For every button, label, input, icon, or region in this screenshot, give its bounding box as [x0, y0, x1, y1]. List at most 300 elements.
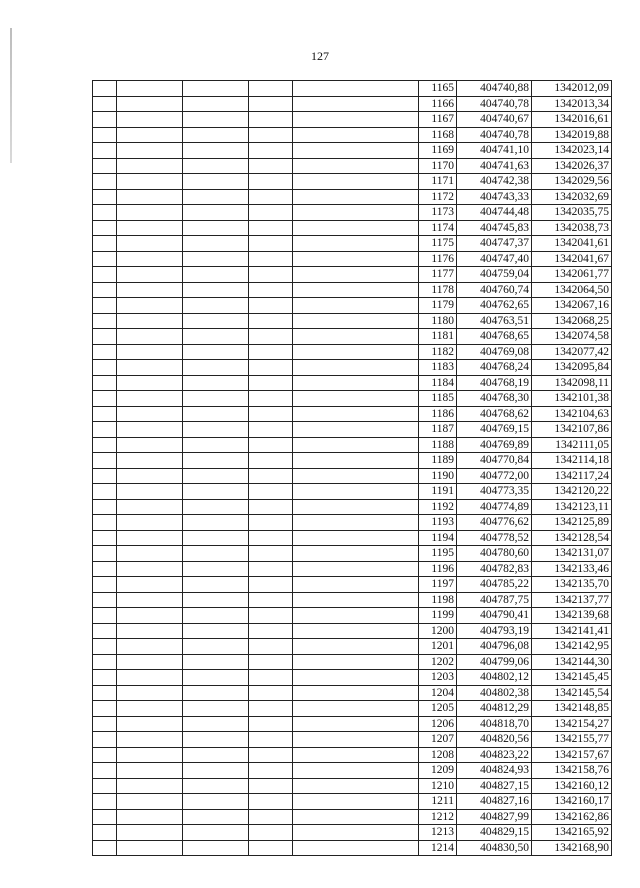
table-row [93, 422, 612, 438]
point-number-cell: 1204 [419, 685, 457, 701]
empty-cell [249, 298, 293, 314]
empty-cell [93, 794, 117, 810]
empty-cell [293, 267, 419, 283]
empty-cell [249, 453, 293, 469]
empty-cell [249, 840, 293, 856]
empty-cell [93, 747, 117, 763]
point-number-cell: 1165 [419, 81, 457, 97]
empty-cell [293, 329, 419, 345]
empty-cell [183, 654, 249, 670]
empty-cell [183, 344, 249, 360]
point-number-cell: 1180 [419, 313, 457, 329]
x-coordinate-cell: 404773,35 [457, 484, 532, 500]
empty-cell [93, 608, 117, 624]
table-row [93, 220, 612, 236]
empty-cell [93, 732, 117, 748]
table-row [93, 546, 612, 562]
x-coordinate-cell: 404812,29 [457, 701, 532, 717]
empty-cell [93, 298, 117, 314]
empty-cell [117, 530, 183, 546]
table-row [93, 313, 612, 329]
y-coordinate-cell: 1342016,61 [532, 112, 612, 128]
point-number-cell: 1167 [419, 112, 457, 128]
empty-cell [183, 840, 249, 856]
empty-cell [117, 701, 183, 717]
x-coordinate-cell: 404785,22 [457, 577, 532, 593]
x-coordinate-cell: 404760,74 [457, 282, 532, 298]
empty-cell [117, 623, 183, 639]
empty-cell [183, 422, 249, 438]
empty-cell [93, 592, 117, 608]
y-coordinate-cell: 1342160,12 [532, 778, 612, 794]
empty-cell [93, 251, 117, 267]
page-number: 127 [311, 49, 329, 63]
empty-cell [249, 732, 293, 748]
empty-cell [293, 344, 419, 360]
empty-cell [183, 437, 249, 453]
empty-cell [117, 608, 183, 624]
empty-cell [249, 96, 293, 112]
empty-cell [183, 546, 249, 562]
table-row [93, 592, 612, 608]
point-number-cell: 1174 [419, 220, 457, 236]
empty-cell [183, 716, 249, 732]
y-coordinate-cell: 1342101,38 [532, 391, 612, 407]
table-row [93, 174, 612, 190]
empty-cell [293, 205, 419, 221]
table-row [93, 143, 612, 159]
x-coordinate-cell: 404741,10 [457, 143, 532, 159]
y-coordinate-cell: 1342123,11 [532, 499, 612, 515]
empty-cell [249, 329, 293, 345]
empty-cell [117, 484, 183, 500]
point-number-cell: 1206 [419, 716, 457, 732]
empty-cell [293, 825, 419, 841]
empty-cell [183, 251, 249, 267]
empty-cell [93, 267, 117, 283]
empty-cell [183, 112, 249, 128]
y-coordinate-cell: 1342107,86 [532, 422, 612, 438]
table-row [93, 515, 612, 531]
table-row [93, 794, 612, 810]
point-number-cell: 1178 [419, 282, 457, 298]
empty-cell [117, 732, 183, 748]
empty-cell [183, 484, 249, 500]
empty-cell [93, 174, 117, 190]
empty-cell [183, 453, 249, 469]
y-coordinate-cell: 1342148,85 [532, 701, 612, 717]
table-row [93, 747, 612, 763]
empty-cell [293, 701, 419, 717]
empty-cell [117, 112, 183, 128]
empty-cell [293, 484, 419, 500]
x-coordinate-cell: 404768,65 [457, 329, 532, 345]
empty-cell [249, 825, 293, 841]
empty-cell [249, 809, 293, 825]
point-number-cell: 1168 [419, 127, 457, 143]
empty-cell [293, 282, 419, 298]
empty-cell [117, 794, 183, 810]
point-number-cell: 1212 [419, 809, 457, 825]
empty-cell [249, 391, 293, 407]
empty-cell [183, 267, 249, 283]
empty-cell [117, 360, 183, 376]
y-coordinate-cell: 1342144,30 [532, 654, 612, 670]
x-coordinate-cell: 404740,78 [457, 127, 532, 143]
empty-cell [249, 577, 293, 593]
empty-cell [249, 484, 293, 500]
empty-cell [249, 81, 293, 97]
y-coordinate-cell: 1342142,95 [532, 639, 612, 655]
empty-cell [183, 608, 249, 624]
empty-cell [293, 406, 419, 422]
x-coordinate-cell: 404747,37 [457, 236, 532, 252]
y-coordinate-cell: 1342141,41 [532, 623, 612, 639]
empty-cell [249, 716, 293, 732]
y-coordinate-cell: 1342026,37 [532, 158, 612, 174]
empty-cell [293, 809, 419, 825]
x-coordinate-cell: 404818,70 [457, 716, 532, 732]
empty-cell [117, 561, 183, 577]
y-coordinate-cell: 1342165,92 [532, 825, 612, 841]
empty-cell [249, 127, 293, 143]
empty-cell [183, 825, 249, 841]
empty-cell [293, 189, 419, 205]
table-row [93, 732, 612, 748]
table-row [93, 437, 612, 453]
empty-cell [93, 422, 117, 438]
x-coordinate-cell: 404780,60 [457, 546, 532, 562]
empty-cell [117, 220, 183, 236]
empty-cell [183, 205, 249, 221]
empty-cell [183, 174, 249, 190]
empty-cell [117, 825, 183, 841]
y-coordinate-cell: 1342145,45 [532, 670, 612, 686]
empty-cell [93, 81, 117, 97]
empty-cell [93, 530, 117, 546]
coordinates-table [92, 80, 612, 856]
empty-cell [93, 329, 117, 345]
y-coordinate-cell: 1342158,76 [532, 763, 612, 779]
empty-cell [117, 205, 183, 221]
empty-cell [293, 546, 419, 562]
empty-cell [293, 375, 419, 391]
empty-cell [93, 468, 117, 484]
empty-cell [249, 174, 293, 190]
empty-cell [293, 360, 419, 376]
point-number-cell: 1213 [419, 825, 457, 841]
point-number-cell: 1189 [419, 453, 457, 469]
empty-cell [93, 577, 117, 593]
point-number-cell: 1182 [419, 344, 457, 360]
point-number-cell: 1193 [419, 515, 457, 531]
y-coordinate-cell: 1342077,42 [532, 344, 612, 360]
empty-cell [117, 313, 183, 329]
x-coordinate-cell: 404747,40 [457, 251, 532, 267]
empty-cell [183, 391, 249, 407]
table-row [93, 282, 612, 298]
y-coordinate-cell: 1342135,70 [532, 577, 612, 593]
empty-cell [183, 468, 249, 484]
empty-cell [183, 189, 249, 205]
point-number-cell: 1175 [419, 236, 457, 252]
x-coordinate-cell: 404740,67 [457, 112, 532, 128]
empty-cell [249, 251, 293, 267]
empty-cell [117, 592, 183, 608]
point-number-cell: 1171 [419, 174, 457, 190]
point-number-cell: 1198 [419, 592, 457, 608]
empty-cell [293, 220, 419, 236]
empty-cell [293, 763, 419, 779]
empty-cell [117, 189, 183, 205]
table-row [93, 763, 612, 779]
x-coordinate-cell: 404770,84 [457, 453, 532, 469]
empty-cell [249, 685, 293, 701]
y-coordinate-cell: 1342019,88 [532, 127, 612, 143]
empty-cell [249, 654, 293, 670]
empty-cell [93, 639, 117, 655]
empty-cell [93, 561, 117, 577]
empty-cell [293, 298, 419, 314]
empty-cell [293, 158, 419, 174]
empty-cell [183, 81, 249, 97]
empty-cell [93, 360, 117, 376]
empty-cell [183, 809, 249, 825]
y-coordinate-cell: 1342128,54 [532, 530, 612, 546]
empty-cell [117, 251, 183, 267]
empty-cell [93, 205, 117, 221]
empty-cell [93, 670, 117, 686]
table-row [93, 205, 612, 221]
empty-cell [117, 143, 183, 159]
empty-cell [93, 375, 117, 391]
empty-cell [117, 96, 183, 112]
table-row [93, 530, 612, 546]
y-coordinate-cell: 1342131,07 [532, 546, 612, 562]
empty-cell [183, 499, 249, 515]
empty-cell [293, 530, 419, 546]
table-row [93, 453, 612, 469]
y-coordinate-cell: 1342035,75 [532, 205, 612, 221]
x-coordinate-cell: 404769,89 [457, 437, 532, 453]
empty-cell [93, 220, 117, 236]
empty-cell [117, 298, 183, 314]
empty-cell [93, 515, 117, 531]
point-number-cell: 1166 [419, 96, 457, 112]
empty-cell [249, 701, 293, 717]
empty-cell [183, 282, 249, 298]
empty-cell [93, 484, 117, 500]
table-row [93, 251, 612, 267]
empty-cell [117, 654, 183, 670]
empty-cell [249, 670, 293, 686]
y-coordinate-cell: 1342168,90 [532, 840, 612, 856]
point-number-cell: 1208 [419, 747, 457, 763]
empty-cell [293, 422, 419, 438]
point-number-cell: 1202 [419, 654, 457, 670]
empty-cell [93, 778, 117, 794]
empty-cell [249, 468, 293, 484]
empty-cell [293, 81, 419, 97]
empty-cell [93, 96, 117, 112]
y-coordinate-cell: 1342155,77 [532, 732, 612, 748]
x-coordinate-cell: 404745,83 [457, 220, 532, 236]
y-coordinate-cell: 1342120,22 [532, 484, 612, 500]
empty-cell [249, 763, 293, 779]
empty-cell [249, 623, 293, 639]
table-row [93, 329, 612, 345]
empty-cell [117, 809, 183, 825]
empty-cell [117, 422, 183, 438]
y-coordinate-cell: 1342137,77 [532, 592, 612, 608]
empty-cell [93, 112, 117, 128]
x-coordinate-cell: 404823,22 [457, 747, 532, 763]
y-coordinate-cell: 1342067,16 [532, 298, 612, 314]
x-coordinate-cell: 404827,99 [457, 809, 532, 825]
table-row [93, 716, 612, 732]
empty-cell [249, 592, 293, 608]
y-coordinate-cell: 1342012,09 [532, 81, 612, 97]
empty-cell [293, 561, 419, 577]
table-row [93, 484, 612, 500]
empty-cell [117, 546, 183, 562]
y-coordinate-cell: 1342160,17 [532, 794, 612, 810]
x-coordinate-cell: 404768,24 [457, 360, 532, 376]
point-number-cell: 1185 [419, 391, 457, 407]
empty-cell [93, 546, 117, 562]
table-row [93, 406, 612, 422]
empty-cell [183, 298, 249, 314]
empty-cell [93, 623, 117, 639]
table-row [93, 236, 612, 252]
empty-cell [249, 499, 293, 515]
coordinates-table-body [93, 81, 612, 856]
x-coordinate-cell: 404787,75 [457, 592, 532, 608]
y-coordinate-cell: 1342154,27 [532, 716, 612, 732]
empty-cell [117, 515, 183, 531]
empty-cell [183, 747, 249, 763]
x-coordinate-cell: 404776,62 [457, 515, 532, 531]
empty-cell [249, 236, 293, 252]
empty-cell [117, 716, 183, 732]
empty-cell [183, 158, 249, 174]
x-coordinate-cell: 404829,15 [457, 825, 532, 841]
empty-cell [293, 515, 419, 531]
empty-cell [93, 701, 117, 717]
empty-cell [249, 189, 293, 205]
empty-cell [249, 375, 293, 391]
empty-cell [93, 654, 117, 670]
table-row [93, 96, 612, 112]
x-coordinate-cell: 404774,89 [457, 499, 532, 515]
empty-cell [293, 251, 419, 267]
x-coordinate-cell: 404790,41 [457, 608, 532, 624]
empty-cell [117, 406, 183, 422]
point-number-cell: 1183 [419, 360, 457, 376]
table-row [93, 701, 612, 717]
y-coordinate-cell: 1342041,61 [532, 236, 612, 252]
empty-cell [93, 406, 117, 422]
empty-cell [249, 437, 293, 453]
empty-cell [183, 670, 249, 686]
point-number-cell: 1207 [419, 732, 457, 748]
table-row [93, 267, 612, 283]
empty-cell [293, 96, 419, 112]
empty-cell [93, 158, 117, 174]
x-coordinate-cell: 404763,51 [457, 313, 532, 329]
empty-cell [183, 623, 249, 639]
empty-cell [293, 127, 419, 143]
x-coordinate-cell: 404742,38 [457, 174, 532, 190]
point-number-cell: 1176 [419, 251, 457, 267]
table-row [93, 298, 612, 314]
empty-cell [93, 189, 117, 205]
table-row [93, 112, 612, 128]
empty-cell [93, 344, 117, 360]
point-number-cell: 1192 [419, 499, 457, 515]
y-coordinate-cell: 1342032,69 [532, 189, 612, 205]
table-row [93, 639, 612, 655]
x-coordinate-cell: 404827,16 [457, 794, 532, 810]
x-coordinate-cell: 404743,33 [457, 189, 532, 205]
point-number-cell: 1169 [419, 143, 457, 159]
x-coordinate-cell: 404802,12 [457, 670, 532, 686]
empty-cell [117, 499, 183, 515]
y-coordinate-cell: 1342098,11 [532, 375, 612, 391]
point-number-cell: 1196 [419, 561, 457, 577]
table-row [93, 623, 612, 639]
empty-cell [183, 592, 249, 608]
point-number-cell: 1210 [419, 778, 457, 794]
empty-cell [93, 840, 117, 856]
empty-cell [249, 515, 293, 531]
y-coordinate-cell: 1342145,54 [532, 685, 612, 701]
table-row [93, 654, 612, 670]
point-number-cell: 1201 [419, 639, 457, 655]
y-coordinate-cell: 1342013,34 [532, 96, 612, 112]
y-coordinate-cell: 1342114,18 [532, 453, 612, 469]
empty-cell [117, 391, 183, 407]
empty-cell [293, 716, 419, 732]
table-row [93, 825, 612, 841]
empty-cell [249, 406, 293, 422]
table-row [93, 670, 612, 686]
empty-cell [93, 453, 117, 469]
x-coordinate-cell: 404824,93 [457, 763, 532, 779]
y-coordinate-cell: 1342061,77 [532, 267, 612, 283]
empty-cell [183, 577, 249, 593]
empty-cell [293, 623, 419, 639]
empty-cell [93, 391, 117, 407]
point-number-cell: 1173 [419, 205, 457, 221]
empty-cell [249, 639, 293, 655]
y-coordinate-cell: 1342095,84 [532, 360, 612, 376]
x-coordinate-cell: 404772,00 [457, 468, 532, 484]
table-row [93, 809, 612, 825]
empty-cell [183, 778, 249, 794]
point-number-cell: 1199 [419, 608, 457, 624]
x-coordinate-cell: 404744,48 [457, 205, 532, 221]
empty-cell [183, 515, 249, 531]
y-coordinate-cell: 1342064,50 [532, 282, 612, 298]
x-coordinate-cell: 404768,62 [457, 406, 532, 422]
point-number-cell: 1170 [419, 158, 457, 174]
empty-cell [117, 329, 183, 345]
empty-cell [93, 716, 117, 732]
empty-cell [183, 127, 249, 143]
point-number-cell: 1209 [419, 763, 457, 779]
x-coordinate-cell: 404741,63 [457, 158, 532, 174]
